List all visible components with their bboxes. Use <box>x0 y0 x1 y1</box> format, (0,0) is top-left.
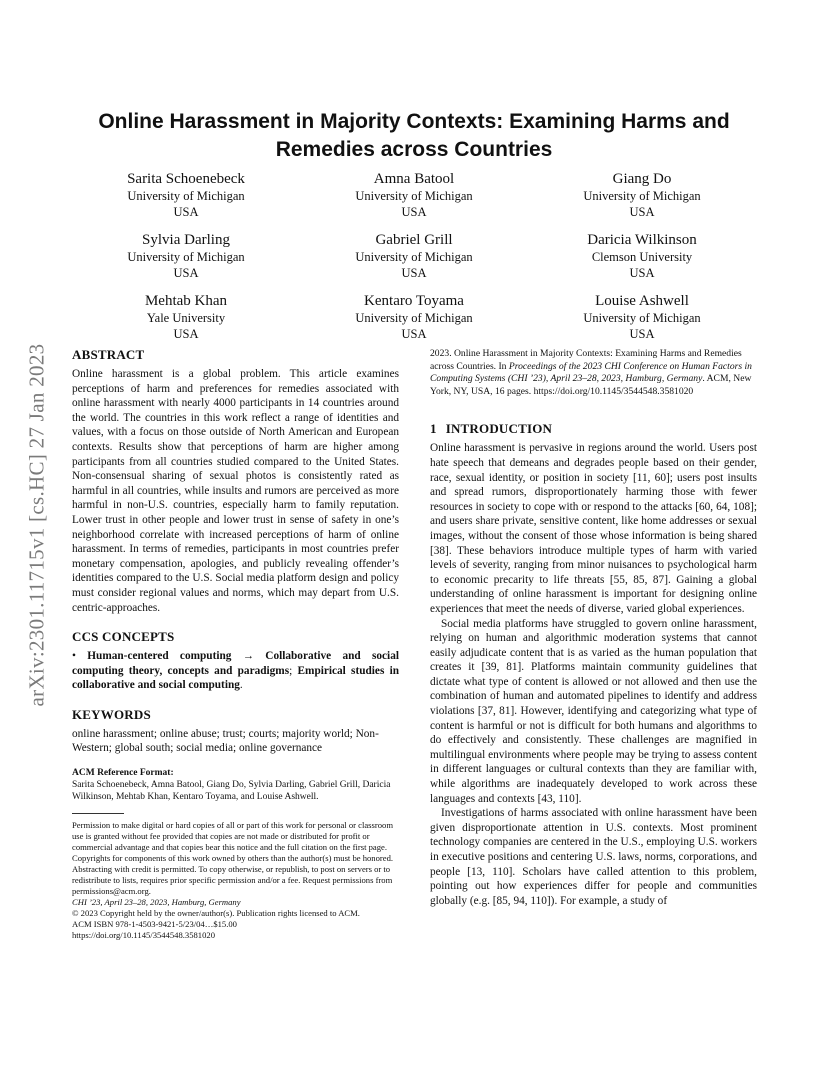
intro-paragraph-3: Investigations of harms associated with online harassment have been given disproportionate attention in U.S. contexts. Most prominent technology companies are centered in the U.S., employing U.S. workers in executive positions and centering U.S. laws, norms, corporations, and people [13, 110]. Scholars have called attention to this problem, pointing out how experiences differ for people and communities globally (e.g. [85, 94, 110]). For example, a study of <box>430 807 757 907</box>
ccs-bullet: • <box>72 650 76 663</box>
author-country: USA <box>173 205 199 219</box>
author <box>528 231 756 281</box>
author-name: Gabriel Grill <box>375 232 453 248</box>
author-affiliation: University of Michigan <box>127 189 245 203</box>
author <box>528 170 756 220</box>
author-name: Giang Do <box>612 171 672 187</box>
author-affiliation: University of Michigan <box>583 189 701 203</box>
author-affiliation: University of Michigan <box>127 250 245 264</box>
author-name: Louise Ashwell <box>595 293 689 309</box>
author <box>72 231 300 281</box>
author-country: USA <box>401 205 427 219</box>
author-name: Amna Batool <box>373 171 455 187</box>
introduction-heading: 1 INTRODUCTION <box>430 421 553 437</box>
author-affiliation: University of Michigan <box>355 250 473 264</box>
author-country: USA <box>629 327 655 341</box>
author <box>300 292 528 342</box>
paper-title: Online Harassment in Majority Contexts: Examining Harms and Remedies across Countries <box>98 110 730 161</box>
intro-paragraph-1: Online harassment is pervasive in regions around the world. Users post hate speech that demeans and degrades people based on their gender, race, sexual identity, or position in society [11, 60]; users post insults and spread rumors, disproportionately harming those with fewer resources in society to cope with or respond to the attacks [60, 64, 108]; and users share private, sensitive content, like home addresses or sexual images, without the consent of those whose information is being shared [38]. These behaviors introduce multiple types of harm with varied levels of severity, ranging from minor nuisances to psychological harm to economic precarity to life threats [55, 85, 87]. Gaining a global understanding of online harassment is important for designing online experiences that meet the needs of diverse, varied global experiences. <box>430 442 757 615</box>
author-affiliation: University of Michigan <box>355 311 473 325</box>
author-block <box>72 170 756 342</box>
permission-notice: Permission to make digital or hard copies of all or part of this work for personal or classroom use is granted without fee provided that copies are not made or distributed for profit or commercial advantage and that copies bear this notice and the full citation on the first page. Copyrights for components of this work owned by others than the author(s) must be honored. Abstracting with credit is permitted. To copy otherwise, or republish, to post on servers or to redistribute to lists, requires prior specific permission and/or a fee. Request permissions from permissions@acm.org. <box>72 819 394 896</box>
ccs-concepts: • Human-centered computing → Collaborative and social computing theory, concepts and paradigms; Empirical studies in collaborative and social computing. <box>72 650 399 692</box>
doi-link[interactable]: https://doi.org/10.1145/3544548.3581020 <box>72 929 215 940</box>
conference-line: CHI ’23, April 23–28, 2023, Hamburg, Germany <box>72 896 241 907</box>
author-country: USA <box>173 266 199 280</box>
ccs-arrow: → <box>242 650 254 663</box>
left-column <box>72 346 399 941</box>
venue: Proceedings of the 2023 CHI Conference on Human Factors in Computing Systems (CHI ’23), April 23–28, 2023, Hamburg, Germany <box>430 360 752 385</box>
author-name: Mehtab Khan <box>144 293 228 309</box>
ccs-item-collab: Collaborative and social computing theory, concepts and paradigms <box>72 650 399 677</box>
author-country: USA <box>173 327 199 341</box>
copyright-line: © 2023 Copyright held by the owner/author(s). Publication rights licensed to ACM. <box>72 907 360 918</box>
author-affiliation: Clemson University <box>591 250 693 264</box>
acm-reference-authors: Sarita Schoenebeck, Amna Batool, Giang Do, Sylvia Darling, Gabriel Grill, Daricia Wilkinson, Mehtab Khan, Kentaro Toyama, and Louise Ashwell. <box>72 780 391 803</box>
author-name: Sarita Schoenebeck <box>127 171 245 187</box>
author-affiliation: University of Michigan <box>355 189 473 203</box>
keywords-text: online harassment; online abuse; trust; courts; majority world; Non-Western; global south; social media; online governance <box>72 727 379 755</box>
author-country: USA <box>629 266 655 280</box>
author-country: USA <box>401 327 427 341</box>
acm-reference-heading: ACM Reference Format: <box>72 768 174 779</box>
arxiv-identifier: arXiv:2301.11715v1 [cs.HC] 27 Jan 2023 <box>24 343 49 707</box>
abstract-text: Online harassment is a global problem. This article examines perceptions of harm and preferences for remedies associated with online harassment with nearly 4000 participants in 14 countries around the world. The countries in this work reflect a range of identities and values, with a focus on those outside of North American and European contexts. Results show that perceptions of harm are higher among participants from all countries studied compared to the United States. Non-consensual sharing of sexual photos is consistently rated as harmful in all countries, while insults and rumors are perceived as more harmful in non-U.S. countries, especially harm to family reputation. Lower trust in other people and lower trust in sense of safety in one’s neighborhood correlate with increased perceptions of harm of online harassment. In terms of remedies, participants in most countries prefer monetary compensation, apologies, and publicly revealing offender’s identities compared to the U.S. Social media platform design and policy must consider regional values and norms, which may depart from U.S. centric-approaches. <box>72 368 399 614</box>
author <box>72 292 300 342</box>
isbn-line: ACM ISBN 978-1-4503-9421-5/23/04…$15.00 <box>72 918 237 929</box>
author-affiliation: University of Michigan <box>583 311 701 325</box>
footnote-divider <box>72 813 124 814</box>
author <box>300 231 528 281</box>
acm-reference-continued: 2023. Online Harassment in Majority Contexts: Examining Harms and Remedies across Countries. In Proceedings of the 2023 CHI Conference on Human Factors in Computing Systems (CHI ’23), April 23–28, 2023, Hamburg, Germany. ACM, New York, NY, USA, 16 pages. https://doi.org/10.1145/3544548.3581020 <box>430 348 752 397</box>
author-country: USA <box>629 205 655 219</box>
author <box>300 170 528 220</box>
intro-paragraph-2: Social media platforms have struggled to govern online harassment, relying on human and algorithmic moderation systems that cannot easily adjudicate content that is as varied as the human population that creates it [39, 81]. Platforms maintain community guidelines that dictate what type of content is allowed or not allowed and then use the combination of human and automated pipelines to identify and address violations [37, 81]. However, identifying and categorizing what type of content is harmful or not is difficult for both humans and algorithms to do effectively and consistently. These challenges are magnified in multilingual environments where people may be trying to assess content in different languages or cultural contexts than they are familiar with, while algorithms are inadequately developed to work across these languages and contexts [43, 110]. <box>430 617 757 805</box>
ccs-item-empirical: Empirical studies in collaborative and social computing <box>72 664 399 692</box>
author-country: USA <box>401 266 427 280</box>
author-name: Daricia Wilkinson <box>587 232 697 248</box>
arxiv-sidebar <box>22 290 52 760</box>
abstract-heading: ABSTRACT <box>72 347 145 362</box>
author-affiliation: Yale University <box>146 311 226 325</box>
right-column <box>430 348 757 908</box>
ccs-item-hcc: Human-centered computing <box>87 650 232 663</box>
keywords-heading: KEYWORDS <box>72 706 151 722</box>
author <box>72 170 300 220</box>
author-name: Sylvia Darling <box>142 232 230 248</box>
author-name: Kentaro Toyama <box>364 293 464 309</box>
ccs-heading: CCS CONCEPTS <box>72 629 175 645</box>
author <box>528 292 756 342</box>
